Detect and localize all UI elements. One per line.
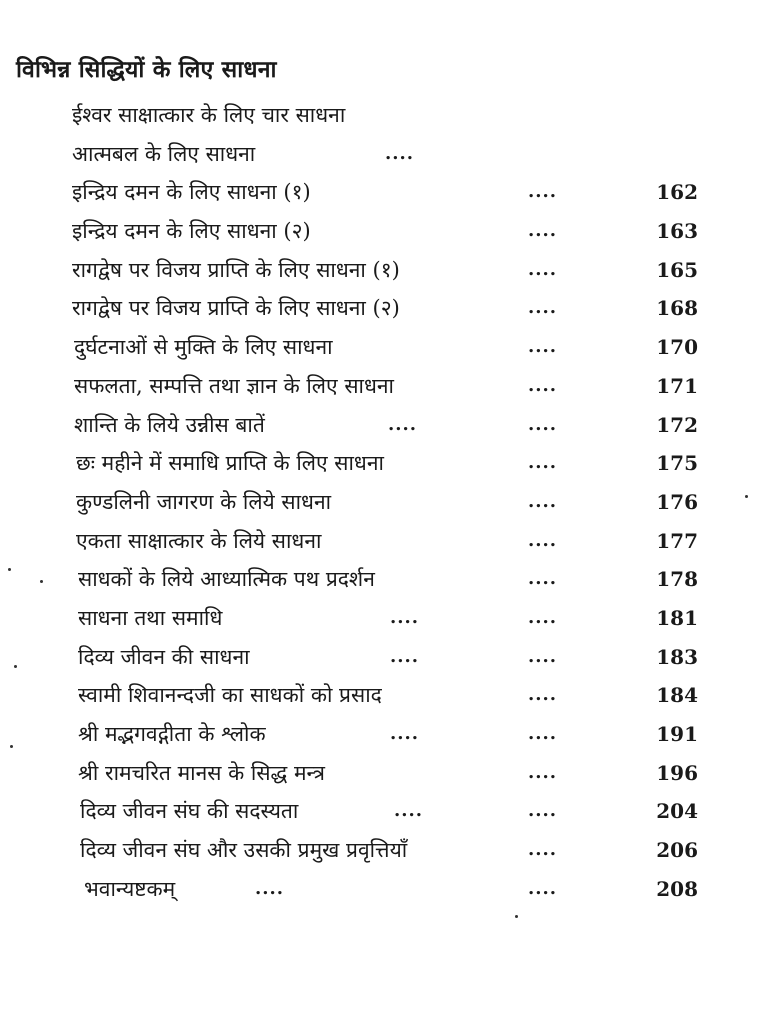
toc-leader-dots: .... <box>528 761 558 783</box>
toc-leader-dots: .... <box>528 413 558 435</box>
toc-row <box>0 173 768 212</box>
toc-title: श्री मद्भगवद्गीता के श्लोक <box>78 722 266 746</box>
toc-row <box>0 792 768 831</box>
toc-page-number: 204 <box>656 799 698 824</box>
toc-row <box>0 367 768 406</box>
toc-page-number: 191 <box>656 722 698 746</box>
toc-page-number: 177 <box>656 528 698 553</box>
toc-leader-dots: .... <box>528 877 558 899</box>
toc-leader-dots: .... <box>528 297 558 319</box>
toc-title: साधना तथा समाधि <box>78 605 223 630</box>
toc-page-number: 171 <box>656 373 698 398</box>
toc-leader-dots: .... <box>528 374 558 396</box>
toc-leader-dots: .... <box>528 568 558 590</box>
toc-leader-dots: .... <box>528 606 558 628</box>
toc-title: स्वामी शिवानन्दजी का साधकों को प्रसाद <box>78 683 382 708</box>
toc-row <box>0 328 768 367</box>
toc-leader-dots: .... <box>388 413 418 435</box>
toc-leader-dots: .... <box>528 529 558 551</box>
toc-page-number: 206 <box>656 838 698 863</box>
toc-leader-dots: .... <box>528 723 558 744</box>
toc-title: श्री रामचरित मानस के सिद्ध मन्त्र <box>78 760 325 785</box>
toc-row <box>0 560 768 599</box>
toc-page-number: 183 <box>656 644 698 669</box>
toc-leader-dots: .... <box>528 452 558 474</box>
toc-leader-dots: .... <box>390 645 420 667</box>
toc-title: सफलता, सम्पत्ति तथा ज्ञान के लिए साधना <box>74 373 394 398</box>
toc-row <box>0 754 768 793</box>
toc-row <box>0 212 768 251</box>
toc-list <box>0 96 768 908</box>
toc-page-number: 176 <box>656 489 698 514</box>
toc-leader-dots: .... <box>390 723 420 744</box>
toc-row <box>0 483 768 522</box>
toc-leader-dots: .... <box>528 800 558 822</box>
toc-title: शान्ति के लिये उन्नीस बातें <box>74 412 265 437</box>
scan-speck <box>10 745 13 748</box>
toc-page-number: 181 <box>656 605 698 630</box>
toc-title: एकता साक्षात्कार के लिये साधना <box>76 528 322 553</box>
toc-leader-dots: .... <box>394 800 424 822</box>
toc-title: कुण्डलिनी जागरण के लिये साधना <box>76 489 332 514</box>
toc-row <box>0 96 768 135</box>
toc-title: आत्मबल के लिए साधना <box>72 141 256 166</box>
scan-speck <box>40 580 43 583</box>
scan-speck <box>515 915 518 918</box>
toc-leader-dots: .... <box>528 258 558 280</box>
scan-speck <box>8 568 11 571</box>
toc-row <box>0 251 768 290</box>
toc-page-number: 165 <box>656 257 698 282</box>
toc-row <box>0 135 768 174</box>
toc-title: रागद्वेष पर विजय प्राप्ति के लिए साधना (१) <box>72 257 400 282</box>
toc-title: रागद्वेष पर विजय प्राप्ति के लिए साधना (२) <box>72 296 400 321</box>
scan-speck <box>745 495 748 498</box>
toc-title: दिव्य जीवन संघ और उसकी प्रमुख प्रवृत्तियाँ <box>80 838 408 863</box>
toc-leader-dots: .... <box>528 839 558 861</box>
toc-page-number: 168 <box>656 296 698 321</box>
toc-title: भवान्यष्टकम् <box>84 876 176 901</box>
toc-page-number: 196 <box>656 760 698 785</box>
toc-row <box>0 870 768 909</box>
toc-title: छः महीने में समाधि प्राप्ति के लिए साधना <box>76 451 384 476</box>
toc-leader-dots: .... <box>390 606 420 628</box>
toc-page-number: 178 <box>656 567 698 592</box>
toc-leader-dots: .... <box>528 684 558 706</box>
toc-leader-dots: .... <box>528 336 558 358</box>
toc-title: इन्द्रिय दमन के लिए साधना (१) <box>72 180 311 205</box>
toc-title: साधकों के लिये आध्यात्मिक पथ प्रदर्शन <box>78 567 375 592</box>
toc-title: दिव्य जीवन की साधना <box>78 644 250 669</box>
toc-page-number: 172 <box>656 412 698 437</box>
toc-page-number: 184 <box>656 683 698 708</box>
toc-leader-dots: .... <box>385 142 415 164</box>
toc-page-number: 208 <box>656 876 698 901</box>
toc-page-number: 163 <box>656 219 698 244</box>
toc-row <box>0 676 768 715</box>
toc-leader-dots: .... <box>255 877 285 899</box>
toc-leader-dots: .... <box>528 490 558 512</box>
toc-page-number: 162 <box>656 180 698 205</box>
toc-row <box>0 831 768 870</box>
toc-row <box>0 599 768 638</box>
toc-row <box>0 522 768 561</box>
toc-row <box>0 289 768 328</box>
toc-leader-dots: .... <box>528 220 558 242</box>
toc-row <box>0 406 768 445</box>
toc-title: दिव्य जीवन संघ की सदस्यता <box>80 799 299 824</box>
scan-speck <box>14 665 17 668</box>
toc-page-number: 170 <box>656 335 698 360</box>
toc-row <box>0 638 768 677</box>
toc-title: ईश्वर साक्षात्कार के लिए चार साधना <box>72 103 346 127</box>
toc-row <box>0 715 768 754</box>
toc-title: दुर्घटनाओं से मुक्ति के लिए साधना <box>74 335 333 360</box>
toc-leader-dots: .... <box>528 181 558 203</box>
toc-leader-dots: .... <box>528 645 558 667</box>
section-heading: विभिन्न सिद्धियों के लिए साधना <box>16 56 277 83</box>
toc-row <box>0 444 768 483</box>
toc-page-number: 175 <box>656 451 698 476</box>
toc-title: इन्द्रिय दमन के लिए साधना (२) <box>72 219 311 244</box>
